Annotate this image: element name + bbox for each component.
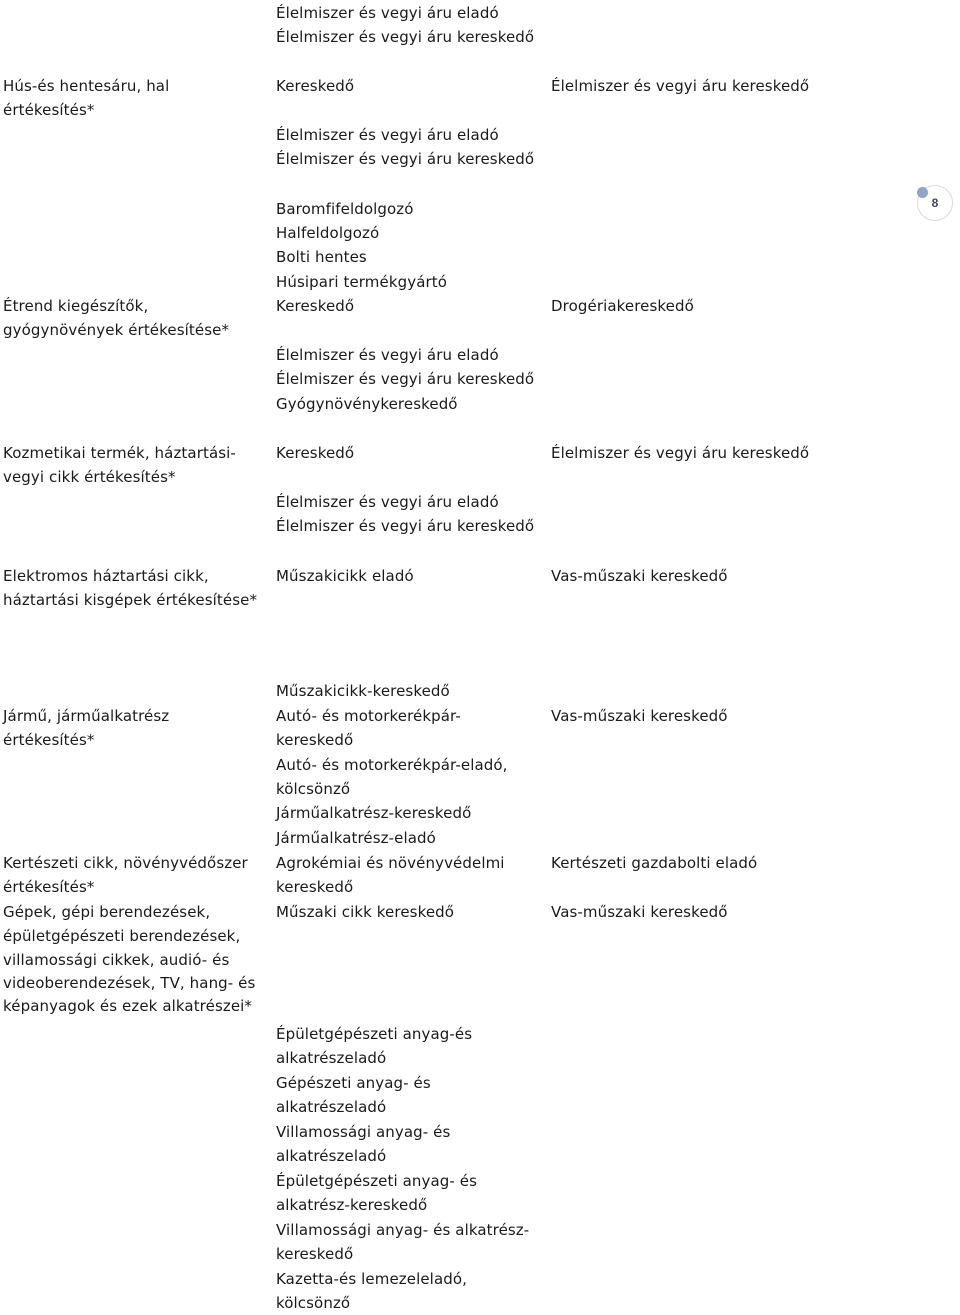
cell-text: Vas-műszaki kereskedő: [551, 707, 728, 725]
cell-text: Élelmiszer és vegyi áru kereskedő: [276, 517, 535, 535]
cell-text: Bolti hentes: [276, 248, 367, 266]
category-label: értékesítés*: [3, 731, 95, 749]
cell-text: alkatrész-kereskedő: [276, 1196, 428, 1214]
cell-text: Élelmiszer és vegyi áru eladó: [276, 493, 499, 511]
cell-text: alkatrészeladó: [276, 1049, 387, 1067]
cell-text: Kereskedő: [276, 77, 355, 95]
category-label: épületgépészeti berendezések,: [3, 927, 241, 945]
cell-text: Élelmiszer és vegyi áru kereskedő: [276, 28, 535, 46]
category-label: képanyagok és ezek alkatrészei*: [3, 997, 253, 1015]
cell-text: Halfeldolgozó: [276, 224, 380, 242]
cell-text: Vas-műszaki kereskedő: [551, 567, 728, 585]
cell-text: Kertészeti gazdabolti eladó: [551, 854, 758, 872]
cell-text: Villamossági anyag- és alkatrész-: [276, 1221, 530, 1239]
category-label: Elektromos háztartási cikk,: [3, 567, 209, 585]
page-number: 8: [931, 196, 939, 210]
cell-text: Drogériakereskedő: [551, 297, 694, 315]
cell-text: Járműalkatrész-eladó: [276, 829, 436, 847]
category-label: Étrend kiegészítők,: [3, 297, 149, 315]
category-label: Jármű, járműalkatrész: [3, 707, 170, 725]
cell-text: Húsipari termékgyártó: [276, 273, 448, 291]
cell-text: Járműalkatrész-kereskedő: [276, 804, 472, 822]
cell-text: kereskedő: [276, 731, 354, 749]
category-label: Gépek, gépi berendezések,: [3, 903, 211, 921]
category-label: Hús-és hentesáru, hal: [3, 77, 170, 95]
cell-text: Műszakicikk eladó: [276, 567, 414, 585]
category-label: Kozmetikai termék, háztartási-: [3, 444, 236, 462]
page-badge-dot-icon: [917, 187, 928, 198]
cell-text: Kereskedő: [276, 444, 355, 462]
cell-text: kereskedő: [276, 1245, 354, 1263]
cell-text: Műszaki cikk kereskedő: [276, 903, 455, 921]
cell-text: Autó- és motorkerékpár-eladó,: [276, 756, 508, 774]
cell-text: Élelmiszer és vegyi áru kereskedő: [276, 150, 535, 168]
cell-text: kölcsönző: [276, 1294, 351, 1312]
cell-text: Műszakicikk-kereskedő: [276, 682, 450, 700]
category-label: gyógynövények értékesítése*: [3, 321, 230, 339]
cell-text: kereskedő: [276, 878, 354, 896]
cell-text: Agrokémiai és növényvédelmi: [276, 854, 505, 872]
category-label: villamossági cikkek, audió- és: [3, 951, 230, 969]
cell-text: alkatrészeladó: [276, 1147, 387, 1165]
cell-text: Kazetta-és lemezeleladó,: [276, 1270, 468, 1288]
cell-text: Villamossági anyag- és: [276, 1123, 451, 1141]
category-label: értékesítés*: [3, 101, 95, 119]
cell-text: Baromfifeldolgozó: [276, 200, 414, 218]
cell-text: Élelmiszer és vegyi áru kereskedő: [551, 444, 810, 462]
cell-text: kölcsönző: [276, 780, 351, 798]
cell-text: Élelmiszer és vegyi áru kereskedő: [276, 370, 535, 388]
category-label: háztartási kisgépek értékesítése*: [3, 591, 258, 609]
cell-text: Élelmiszer és vegyi áru eladó: [276, 4, 499, 22]
cell-text: Gépészeti anyag- és: [276, 1074, 431, 1092]
cell-text: Élelmiszer és vegyi áru eladó: [276, 346, 499, 364]
cell-text: Vas-műszaki kereskedő: [551, 903, 728, 921]
cell-text: Gyógynövénykereskedő: [276, 395, 458, 413]
category-label: Kertészeti cikk, növényvédőszer: [3, 854, 248, 872]
cell-text: Kereskedő: [276, 297, 355, 315]
category-label: videoberendezések, TV, hang- és: [3, 974, 256, 992]
cell-text: Épületgépészeti anyag- és: [276, 1172, 478, 1190]
cell-text: Élelmiszer és vegyi áru kereskedő: [551, 77, 810, 95]
category-label: értékesítés*: [3, 878, 95, 896]
category-label: vegyi cikk értékesítés*: [3, 468, 176, 486]
cell-text: Élelmiszer és vegyi áru eladó: [276, 126, 499, 144]
cell-text: Épületgépészeti anyag-és: [276, 1025, 473, 1043]
cell-text: Autó- és motorkerékpár-: [276, 707, 461, 725]
cell-text: alkatrészeladó: [276, 1098, 387, 1116]
